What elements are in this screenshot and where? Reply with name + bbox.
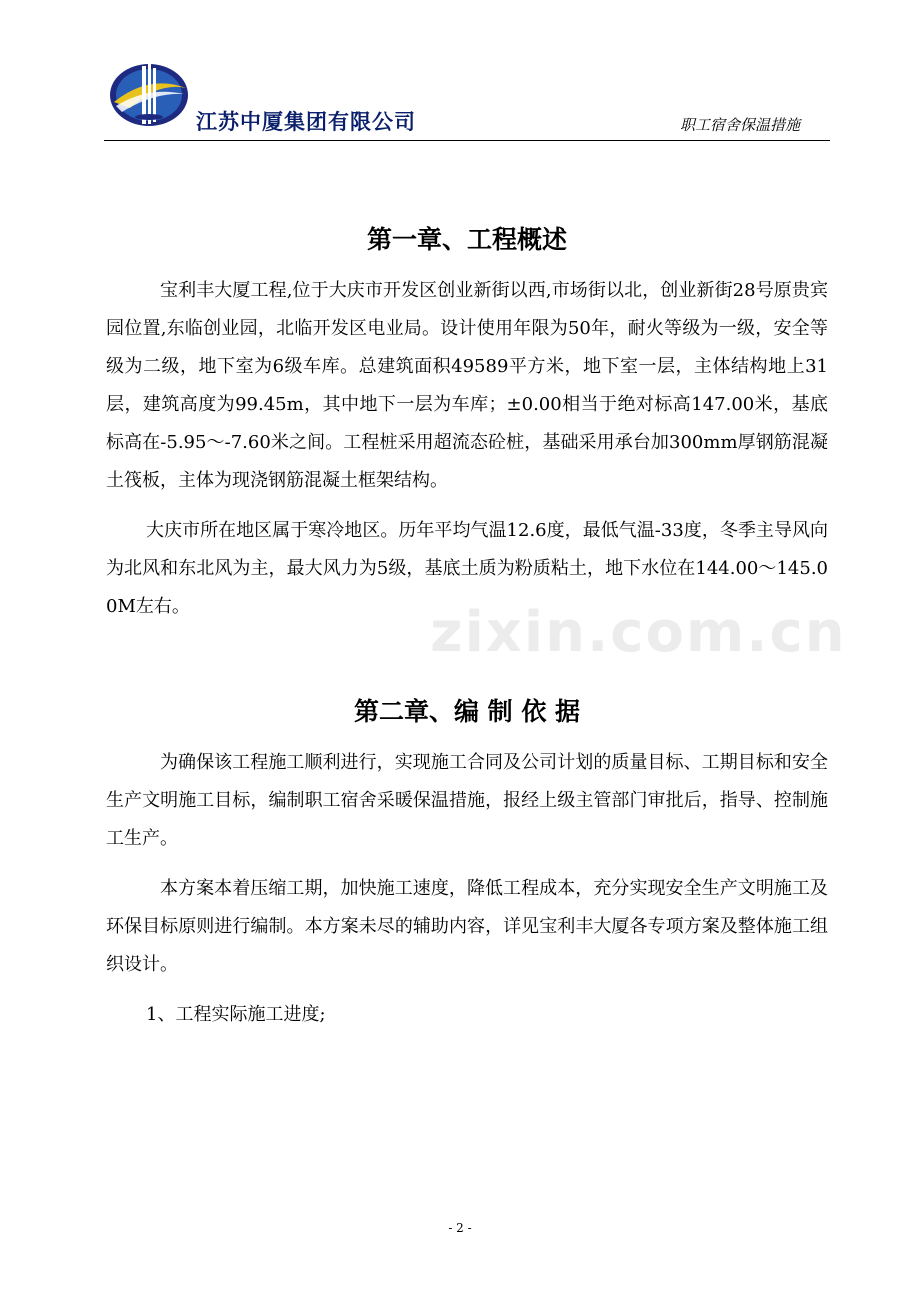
list-item: 1、工程实际施工进度;	[146, 1004, 326, 1025]
document-body	[106, 212, 828, 1034]
document-title: 职工宿舍保温措施	[679, 116, 800, 134]
chapter-1-title: 第一章、工程概述	[366, 225, 567, 254]
paragraph: 为确保该工程施工顺利进行，实现施工合同及公司计划的质量目标、工期目标和安全生产文明施工目标，编制职工宿舍采暖保温措施，报经上级主管部门审批后，指导、控制施工生产。	[106, 752, 828, 849]
chapter-2-title: 第二章、编 制 依 据	[353, 697, 581, 726]
company-name: 江苏中厦集团有限公司	[196, 110, 416, 134]
paragraph: 本方案本着压缩工期，加快施工速度，降低工程成本，充分实现安全生产文明施工及环保目标原则进行编制。本方案未尽的辅助内容，详见宝利丰大厦各专项方案及整体施工组织设计。	[106, 878, 828, 975]
page-header	[104, 62, 830, 142]
watermark: zixin.com.cn	[430, 600, 847, 665]
paragraph: 宝利丰大厦工程,位于大庆市开发区创业新街以西,市场街以北，创业新街28号原贵宾园位置,东临创业园，北临开发区电业局。设计使用年限为50年，耐火等级为一级，安全等级为二级，地下室为6级车库。总建筑面积49589平方米，地下室一层，主体结构地上31层，建筑高度为99.45m，其中地下一层为车库；±0.00相当于绝对标高147.00米，基底标高在-5.95～-7.60米之间。工程桩采用超流态砼桩，基础采用承台加300mm厚钢筋混凝土筏板，主体为现浇钢筋混凝土框架结构。	[106, 280, 828, 491]
page-number: - 2 -	[448, 1221, 472, 1235]
header-divider	[104, 140, 830, 141]
paragraph: 大庆市所在地区属于寒冷地区。历年平均气温12.6度，最低气温-33度，冬季主导风向为北风和东北风为主，最大风力为5级，基底土质为粉质粘土，地下水位在144.00～145.00M左右。	[106, 520, 828, 617]
company-logo-icon	[108, 62, 190, 128]
